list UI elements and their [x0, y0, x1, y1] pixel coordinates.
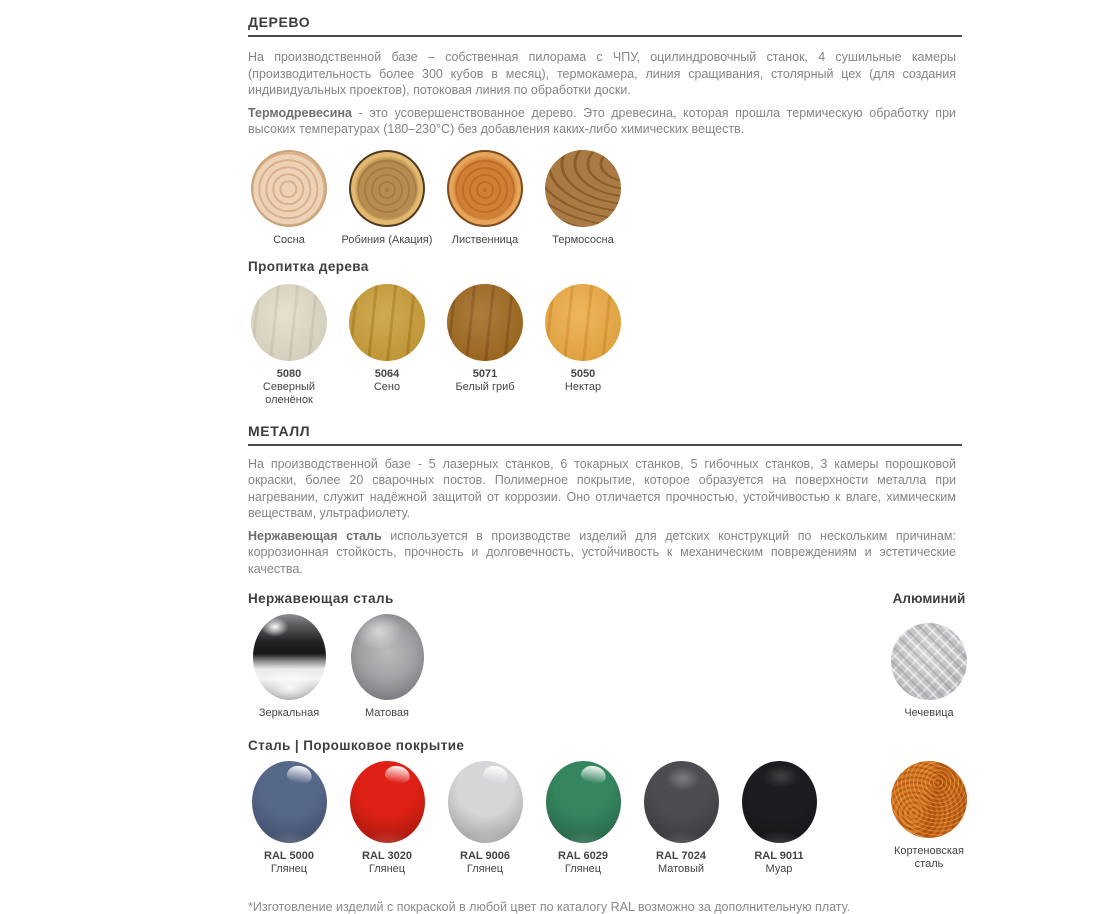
larch-wood-swatch-image [447, 150, 523, 227]
stainless-swatch-mirror [240, 614, 338, 720]
stain-code: 5071 [472, 367, 498, 380]
ral-swatch-6029 [534, 761, 632, 876]
wood-swatch-pine [240, 150, 338, 247]
ral-9006-sphere-image [448, 761, 523, 843]
swatch-label: Лиственница [451, 233, 519, 246]
mirror-steel-sphere-image [253, 614, 326, 700]
treatment-swatch-5071 [436, 284, 534, 407]
ral-9011-sphere-image [742, 761, 817, 843]
ral-swatch-3020 [338, 761, 436, 876]
swatch-label [455, 368, 514, 394]
thermowood-term: Термодревесина [248, 105, 352, 120]
thermowood-description: - это усовершенствованное дерево. Это древесина, которая прошла термическую обработку при высоких температурах (180–230°С) без добавления каких-либо химических веществ. [248, 105, 956, 136]
ral-code: RAL 9006 [460, 850, 510, 862]
stain-5064-swatch-image [349, 284, 425, 361]
swatch-label [656, 850, 706, 876]
metal-subheadings-row [240, 591, 964, 606]
swatch-label: Зеркальная [258, 707, 320, 719]
wood-swatch-thermopine [534, 150, 632, 247]
swatch-label [362, 850, 412, 876]
ral-swatch-9011 [730, 761, 828, 876]
thermowood-paragraph [248, 105, 956, 138]
stain-name: Нектар [564, 380, 602, 393]
wood-section-title: ДЕРЕВО [248, 14, 311, 30]
ral-6029-sphere-image [546, 761, 621, 843]
wood-intro-paragraph: На производственной базе – собственная пилорама с ЧПУ, оцилиндровочный станок, 4 сушильные камеры (производительность более 300 кубов в месяц), термокамера, линия сращивания, столярный цех (для создания индивидуальных проектов), потоковая линия по обработки доски. [248, 50, 956, 97]
wood-swatch-robinia [338, 150, 436, 247]
wood-treatment-row [240, 284, 964, 407]
ral-finish: Матовый [657, 863, 705, 875]
swatch-label [754, 850, 803, 876]
ral-code: RAL 3020 [362, 850, 412, 862]
ral-code: RAL 6029 [558, 850, 608, 862]
ral-swatch-5000 [240, 761, 338, 876]
ral-footnote: *Изготовление изделий с покраской в любой цвет по каталогу RAL возможно за дополнительную плату. [248, 900, 851, 914]
treatment-swatch-5050 [534, 284, 632, 407]
matte-steel-sphere-image [351, 614, 424, 700]
wood-swatch-larch [436, 150, 534, 247]
swatch-label: Кортеновская сталь [894, 845, 964, 870]
ral-code: RAL 9011 [754, 850, 804, 862]
ral-finish: Муар [765, 863, 793, 875]
stain-code: 5080 [276, 367, 302, 380]
stain-5080-swatch-image [251, 284, 327, 361]
stainless-swatch-matte [338, 614, 436, 720]
swatch-label [565, 368, 601, 394]
swatch-label [240, 368, 338, 407]
stain-name: Белый гриб [455, 380, 515, 393]
swatch-label [460, 850, 510, 876]
pine-wood-swatch-image [251, 150, 327, 227]
swatch-label [264, 850, 314, 876]
stain-name: Северный оленёнок [262, 380, 316, 406]
wood-species-row [240, 150, 964, 247]
treatment-swatch-5080 [240, 284, 338, 407]
metal-section-title: МЕТАЛЛ [248, 422, 311, 439]
ral-swatch-9006 [436, 761, 534, 876]
ral-finish: Глянец [466, 863, 504, 875]
ral-code: RAL 7024 [656, 850, 706, 862]
stain-5071-swatch-image [447, 284, 523, 361]
stainless-paragraph [248, 528, 956, 578]
ral-7024-sphere-image [644, 761, 719, 843]
ral-swatch-7024 [632, 761, 730, 876]
swatch-label: Сосна [273, 233, 305, 246]
stainless-description: используется в производстве изделий для детских конструкций по нескольким причинам: коррозионная стойкость, прочность и долговечность, устойчивость к механическим повреждениям и эстетические качества. [248, 528, 956, 576]
aluminum-heading: Алюминий [892, 591, 966, 606]
stainless-term: Нержавеющая сталь [248, 528, 382, 543]
wood-treatment-heading: Пропитка дерева [248, 258, 369, 274]
wood-section-divider [248, 35, 962, 37]
stainless-aluminum-row [240, 614, 964, 720]
robinia-wood-swatch-image [349, 150, 425, 227]
corten-steel-swatch [880, 761, 978, 876]
swatch-label [558, 850, 608, 876]
stainless-steel-heading: Нержавеющая сталь [248, 591, 394, 606]
corten-steel-swatch-image [891, 761, 967, 838]
metal-intro-paragraph: На производственной базе - 5 лазерных станков, 6 токарных станков, 5 гибочных станков, 3 камеры порошковой окраски, более 20 сварочных постов. Полимерное покрытие, которое образуется на поверхности металла при нагревании, служит надёжной защитой от коррозии. Оно отличается прочностью, устойчивостью к влаге, химическим веществам, ультрафиолету. [248, 456, 956, 520]
stain-code: 5050 [570, 367, 596, 380]
diamond-plate-swatch-image [891, 623, 967, 700]
thermopine-wood-swatch-image [545, 150, 621, 227]
ral-5000-sphere-image [252, 761, 327, 843]
ral-3020-sphere-image [350, 761, 425, 843]
swatch-label: Термососна [552, 233, 614, 246]
swatch-label: Матовая [365, 707, 409, 719]
stain-5050-swatch-image [545, 284, 621, 361]
swatch-label: Чечевица [904, 707, 954, 719]
ral-finish: Глянец [270, 863, 308, 875]
treatment-swatch-5064 [338, 284, 436, 407]
aluminum-swatch-lentil [880, 614, 978, 720]
swatch-label [374, 368, 400, 394]
ral-finish: Глянец [564, 863, 602, 875]
metal-section-divider [248, 444, 962, 446]
ral-finish: Глянец [368, 863, 406, 875]
swatch-label: Робиния (Акация) [341, 233, 433, 246]
stain-name: Сено [373, 380, 401, 393]
ral-code: RAL 5000 [264, 850, 314, 862]
stain-code: 5064 [374, 367, 400, 380]
powder-coating-heading: Сталь | Порошковое покрытие [248, 738, 465, 753]
ral-colors-row [240, 761, 964, 876]
